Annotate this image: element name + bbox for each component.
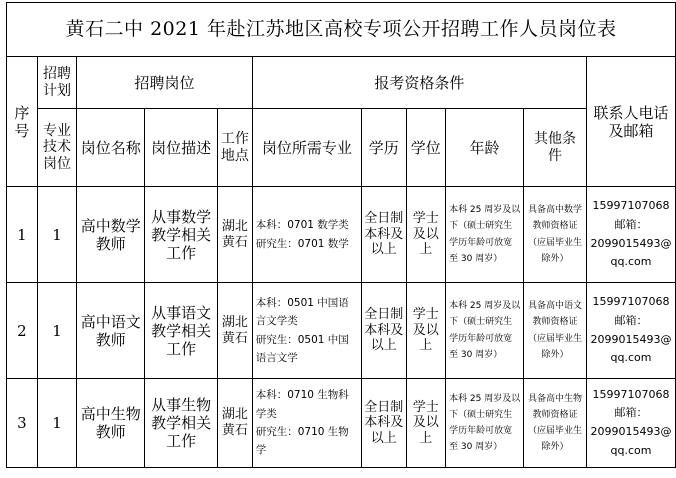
header-major: 岗位所需专业 (252, 109, 361, 187)
header-contact: 联系人电话 及邮箱 (587, 57, 676, 187)
row-other: 具备高中生物 教师资格证 （应届毕业生 除外） (523, 379, 586, 468)
row-age: 本科 25 周岁及以 下（硕士研究生 学历年龄可放宽 至 30 周岁） (446, 187, 524, 283)
table-row (7, 379, 676, 468)
header-post-name: 岗位名称 (77, 109, 145, 187)
row-post-name: 高中语文 教师 (77, 283, 145, 379)
row-post-name: 高中数学 教师 (77, 187, 145, 283)
row-major: 本科：0701 数学类 研究生：0701 数学 (252, 187, 361, 283)
table-row (7, 187, 676, 283)
row-place: 湖北 黄石 (218, 187, 253, 283)
row-place: 湖北 黄石 (218, 283, 253, 379)
row-post-desc: 从事语文 教学相关 工作 (145, 283, 218, 379)
row-contact: 15997107068 邮箱： 2099015493@ qq.com (587, 187, 676, 283)
row-seq: 2 (7, 283, 38, 379)
header-plan: 招聘 计划 (37, 57, 77, 109)
header-degree: 学位 (406, 109, 446, 187)
row-edu: 全日制 本科及 以上 (362, 187, 406, 283)
row-degree: 学士 及以 上 (406, 187, 446, 283)
row-count: 1 (37, 379, 77, 468)
header-age: 年龄 (446, 109, 524, 187)
header-work-place: 工作 地点 (218, 109, 253, 187)
row-count: 1 (37, 283, 77, 379)
row-major: 本科：0501 中国语 言文学类 研究生：0501 中国 语言文学 (252, 283, 361, 379)
row-other: 具备高中数学 教师资格证 （应届毕业生 除外） (523, 187, 586, 283)
row-post-desc: 从事数学 教学相关 工作 (145, 187, 218, 283)
header-plan-sub: 专业 技术 岗位 (37, 109, 77, 187)
row-other: 具备高中语文 教师资格证 （应届毕业生 除外） (523, 283, 586, 379)
header-post-desc: 岗位描述 (145, 109, 218, 187)
header-other: 其他条 件 (523, 109, 586, 187)
table-row (7, 283, 676, 379)
header-seq: 序 号 (7, 57, 38, 187)
row-post-desc: 从事生物 教学相关 工作 (145, 379, 218, 468)
row-age: 本科 25 周岁及以 下（硕士研究生 学历年龄可放宽 至 30 周岁） (446, 379, 524, 468)
row-seq: 1 (7, 187, 38, 283)
row-edu: 全日制 本科及 以上 (362, 283, 406, 379)
row-seq: 3 (7, 379, 38, 468)
row-place: 湖北 黄石 (218, 379, 253, 468)
row-contact: 15997107068 邮箱： 2099015493@ qq.com (587, 379, 676, 468)
row-age: 本科 25 周岁及以 下（硕士研究生 学历年龄可放宽 至 30 周岁） (446, 283, 524, 379)
position-table (6, 2, 676, 468)
header-post-group: 招聘岗位 (77, 57, 252, 109)
row-degree: 学士 及以 上 (406, 379, 446, 468)
row-major: 本科：0710 生物科 学类 研究生：0710 生物 学 (252, 379, 361, 468)
header-edu: 学历 (362, 109, 406, 187)
table-title: 黄石二中 2021 年赴江苏地区高校专项公开招聘工作人员岗位表 (7, 3, 676, 57)
row-degree: 学士 及以 上 (406, 283, 446, 379)
row-contact: 15997107068 邮箱： 2099015493@ qq.com (587, 283, 676, 379)
header-req-group: 报考资格条件 (252, 57, 586, 109)
row-post-name: 高中生物 教师 (77, 379, 145, 468)
row-edu: 全日制 本科及 以上 (362, 379, 406, 468)
row-count: 1 (37, 187, 77, 283)
